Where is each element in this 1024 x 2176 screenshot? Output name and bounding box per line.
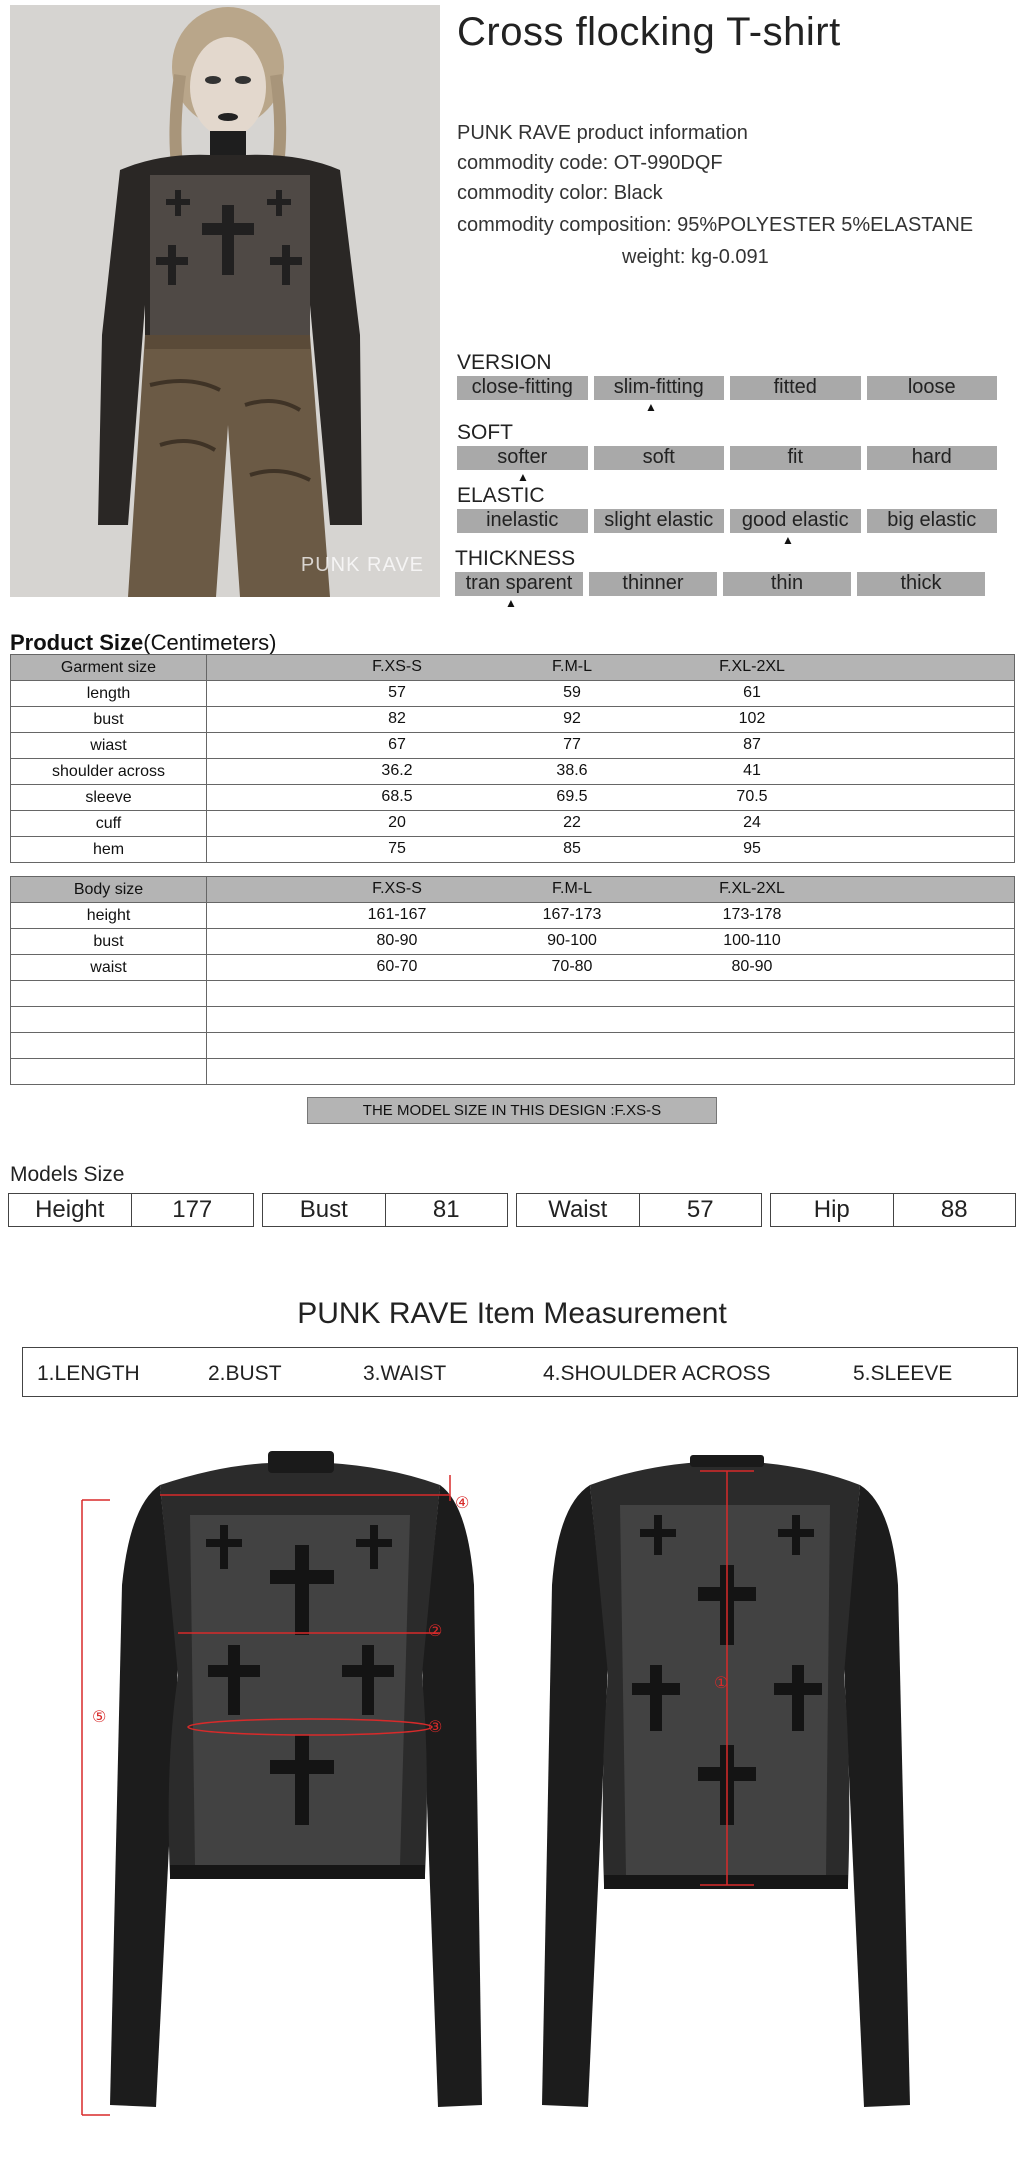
attribute-option: soft — [594, 446, 725, 470]
attribute-options — [455, 572, 985, 596]
table-header-cell: Body size — [11, 877, 207, 903]
attribute-option: hard — [867, 446, 998, 470]
attribute-option: fitted — [730, 376, 861, 400]
models-size-value: 88 — [940, 1196, 968, 1223]
attribute-option: fit — [730, 446, 861, 470]
code-value: OT-990DQF — [613, 152, 723, 174]
attribute-option: thick — [857, 572, 985, 596]
marker-4-icon: ④ — [455, 1495, 470, 1512]
attribute-option: thinner — [589, 572, 717, 596]
product-info — [457, 118, 1017, 272]
model-size-note: THE MODEL SIZE IN THIS DESIGN :F.XS-S — [307, 1097, 717, 1124]
attribute-option: softer — [457, 446, 588, 470]
table-row: cuff 20 22 24 — [11, 811, 1015, 837]
measurement-item: 5.SLEEVE — [853, 1362, 953, 1385]
table-row — [11, 981, 1015, 1007]
table-header-row — [11, 877, 1015, 903]
table-header-cell: F.XS-S F.M-L F.XL-2XL — [207, 655, 1015, 681]
table-header-cell: Garment size — [11, 655, 207, 681]
table-row: hem 75 85 95 — [11, 837, 1015, 863]
product-size-unit: (Centimeters) — [143, 630, 277, 655]
attribute-options — [457, 376, 997, 400]
models-size-name: Waist — [517, 1194, 640, 1226]
table-row: length 57 59 61 — [11, 681, 1015, 707]
color-label: commodity color: — [457, 182, 609, 204]
attribute-option: close-fitting — [457, 376, 588, 400]
models-size-value: 81 — [432, 1196, 460, 1223]
attribute-thickness — [455, 548, 985, 610]
attribute-options — [457, 509, 997, 533]
info-color — [457, 178, 1017, 208]
measurement-item: 4.SHOULDER ACROSS — [543, 1362, 771, 1385]
models-size-label: Models Size — [10, 1163, 125, 1186]
attribute-option: big elastic — [867, 509, 998, 533]
code-label: commodity code: — [457, 152, 609, 174]
table-header-row — [11, 655, 1015, 681]
attribute-label: ELASTIC — [457, 484, 545, 507]
garment-front-image — [70, 1445, 490, 2150]
attribute-option: slim-fitting — [594, 376, 725, 400]
table-row: bust 82 92 102 — [11, 707, 1015, 733]
composition-value: 95%POLYESTER 5%ELASTANE — [677, 214, 974, 236]
attribute-option: slight elastic — [594, 509, 725, 533]
composition-label: commodity composition: — [457, 214, 672, 236]
product-size-title: Product Size — [10, 630, 144, 655]
attribute-option: tran sparent — [455, 572, 583, 596]
weight-value: kg-0.091 — [690, 246, 769, 268]
table-row: bust 80-90 90-100 100-110 — [11, 929, 1015, 955]
attribute-version — [457, 352, 997, 414]
marker-2-icon: ② — [428, 1623, 443, 1640]
info-code — [457, 148, 1017, 178]
info-composition — [457, 210, 1017, 240]
table-row — [11, 1059, 1015, 1085]
garment-front-illustration — [70, 1445, 490, 2145]
models-size-value: 57 — [686, 1196, 714, 1223]
info-weight — [457, 242, 1017, 272]
selected-marker-icon: ▲ — [517, 470, 529, 484]
measurement-item: 2.BUST — [208, 1362, 282, 1385]
model-illustration — [10, 5, 440, 597]
table-row: wiast 67 77 87 — [11, 733, 1015, 759]
garment-back-image — [530, 1445, 950, 2150]
table-row: sleeve 68.5 69.5 70.5 — [11, 785, 1015, 811]
models-size-pair — [516, 1193, 762, 1227]
photo-watermark: PUNK RAVE — [300, 554, 424, 576]
measurement-item: 3.WAIST — [363, 1362, 447, 1385]
models-size-pair — [8, 1193, 254, 1227]
table-row: shoulder across 36.2 38.6 41 — [11, 759, 1015, 785]
garment-size-table — [10, 654, 1015, 863]
measurement-title: PUNK RAVE Item Measurement — [297, 1297, 727, 1330]
attribute-label: VERSION — [457, 351, 552, 374]
marker-1-icon: ① — [714, 1675, 729, 1692]
marker-5-icon: ⑤ — [92, 1709, 107, 1726]
models-size-row — [8, 1193, 1016, 1227]
table-header-cell: F.XS-S F.M-L F.XL-2XL — [207, 877, 1015, 903]
table-row — [11, 1033, 1015, 1059]
attribute-option: inelastic — [457, 509, 588, 533]
measurement-legend — [22, 1347, 1018, 1397]
attribute-elastic — [457, 485, 997, 547]
garment-back-illustration — [530, 1445, 950, 2145]
product-title: Cross flocking T-shirt — [457, 10, 841, 54]
weight-label: weight: — [622, 246, 686, 268]
models-size-pair — [770, 1193, 1016, 1227]
selected-marker-icon: ▲ — [645, 400, 657, 414]
product-photo — [10, 5, 440, 597]
models-size-name: Hip — [771, 1194, 894, 1226]
attribute-option: loose — [867, 376, 998, 400]
attribute-option: thin — [723, 572, 851, 596]
table-row: height 161-167 167-173 173-178 — [11, 903, 1015, 929]
models-size-value: 177 — [172, 1196, 213, 1223]
info-header: PUNK RAVE product information — [457, 122, 748, 144]
body-size-table — [10, 876, 1015, 1085]
color-value: Black — [613, 182, 663, 204]
attribute-options — [457, 446, 997, 470]
table-row: waist 60-70 70-80 80-90 — [11, 955, 1015, 981]
attribute-label: THICKNESS — [455, 547, 576, 570]
selected-marker-icon: ▲ — [782, 533, 794, 547]
attribute-option: good elastic — [730, 509, 861, 533]
attribute-soft — [457, 422, 997, 484]
selected-marker-icon: ▲ — [505, 596, 517, 610]
models-size-pair — [262, 1193, 508, 1227]
table-row — [11, 1007, 1015, 1033]
measurement-item: 1.LENGTH — [37, 1362, 140, 1385]
models-size-name: Bust — [263, 1194, 386, 1226]
models-size-name: Height — [9, 1194, 132, 1226]
product-size-heading — [10, 630, 277, 656]
marker-3-icon: ③ — [428, 1719, 443, 1736]
attribute-label: SOFT — [457, 421, 513, 444]
